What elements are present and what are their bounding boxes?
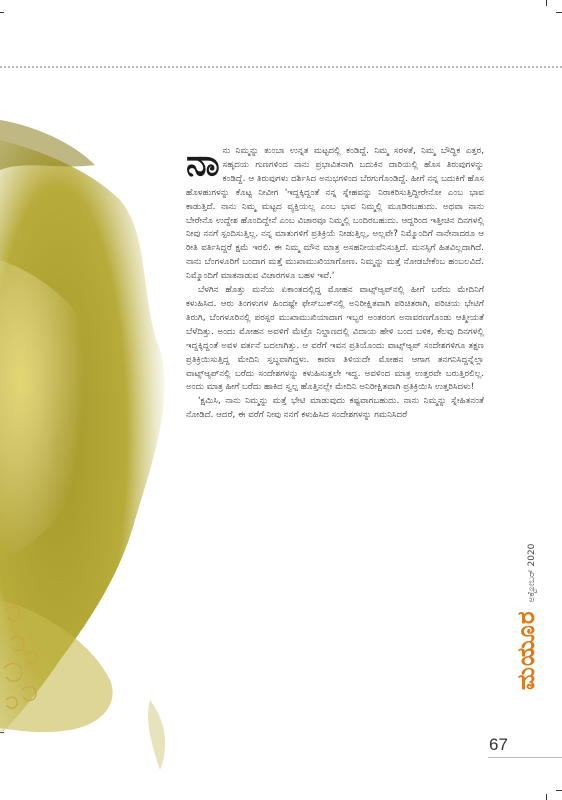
paragraph-text: ನು ನಿಮ್ಮನ್ನು ತುಂಬಾ ಉನ್ನತ ಮಟ್ಟದಲ್ಲಿ ಕಂಡಿದ್ದೆ. ನಿಮ್ಮ ಸರಳತೆ, ನಿಮ್ಮ ಬೌದ್ಧಿಕ ಎತ್ತರ, ಸಹೃದಯ ಗುಣಗಳಿಂದ ನಾನು ಪ್ರಭಾವಿತನಾಗಿ ಬದುಕಿನ ದಾರಿಯಲ್ಲಿ ಹೊಸ ತಿರುವುಗಳನ್ನು ಕಂಡಿದ್ದೆ. ಆ ತಿರುವುಗಳು ದರ್ಶಿಸಿದ ಅನುಭಗಳಿಂದ ಬೆರಗುಗೊಂಡಿದ್ದೆ. ಹೀಗೆ ನನ್ನ ಬದುಕಿಗೆ ಹೊಸ ಹೊಳಹುಗಳನ್ನು ಕೊಟ್ಟ ನೀವೀಗ 'ಇದ್ದಕ್ಕಿದ್ದಂತೆ ನನ್ನ ಸ್ನೇಹವನ್ನು ನಿರಾಕರಿಸುತ್ತಿದ್ದೀರೇನೋ ಎಂಬ ಭಾವ ಕಾಡುತ್ತಿದೆ. ನಾನು ನಿಮ್ಮ ಮಟ್ಟದ ವ್ಯಕ್ತಿಯಲ್ಲ ಎಂಬ ಭಾವ ನಿಮ್ಮಲ್ಲಿ ಮೂಡಿರಬಹುದು. ಅಥವಾ ನಾನು ಬೇರೇನೊ ಉದ್ದೇಶ ಹೊಂದಿದ್ದೇನೆ ಎಂಬ ವಿಚಾರವೂ ನಿಮ್ಮಲ್ಲಿ ಬಂದಿರಬಹುದು. ಆದ್ದರಿಂದ ಇತ್ತೀಚಿನ ದಿನಗಳಲ್ಲಿ ನೀವು ನನಗೆ ಸ್ಪಂದಿಸುತ್ತಿಲ್ಲ. ನನ್ನ ಮಾತುಗಳಿಗೆ ಪ್ರತಿಕ್ರಿಯೆ ನೀಡುತ್ತಿಲ್ಲ, ಅಲ್ಲವೇ? ನಿಮ್ಮೊಂದಿಗೆ ನಾನೇನಾದರೂ ಆ ರೀತಿ ವರ್ತಿಸಿದ್ದರೆ ಕ್ಷಮೆ ಇರಲಿ. ಈ ನಿಮ್ಮ ಮೌನ ಮಾತ್ರ ಅಸಹನೀಯವೆನಿಸುತ್ತಿದೆ. ಮನಸ್ಸಿಗೆ ಹಿತವಿಲ್ಲದಾಗಿದೆ. ನಾನು ಬೆಂಗಳೂರಿಗೆ ಬಂದಾಗ ಮತ್ತೆ ಮುಖಾಮುಖಿಯಾಗೋಣ. ನಿಮ್ಮನ್ನು ಮತ್ತೆ ನೋಡಬೇಕೆಂಬ ಹಂಬಲವಿದೆ. ನಿಮ್ಮೊಂದಿಗೆ ಮಾತನಾಡುವ ವಿಚಾರಗಳೂ ಬಹಳ ಇವೆ.' [186,146,484,282]
article-paragraph-3 [186,395,484,423]
paragraph-text: 'ಕ್ಷಮಿಸಿ, ನಾನು ನಿಮ್ಮನ್ನು ಮತ್ತೆ ಭೇಟಿ ಮಾಡುವುದು ಕಷ್ಟವಾಗಬಹುದು. ನಾನು ನಿಮ್ಮನ್ನು ಸ್ನೇಹಿತನಂತೆ ನೋಡಿದೆ. ಆದರೆ, ಈ ವರೆಗೆ ನೀವು ನನಗೆ ಕಳುಹಿಸಿದ ಸಂದೇಶಗಳನ್ನು ಗಮನಿಸಿದರೆ [186,396,484,421]
wash-bottom-streak [148,700,165,770]
drop-cap: ನಾ [186,140,220,184]
issue-date: ಅಕ್ಟೋಬರ್ 2020 [527,543,537,603]
article-paragraph-2 [186,284,484,395]
page-number-rule [488,757,562,758]
article-paragraph-1 [186,140,484,284]
paragraph-text: ಬೆಳಗಿನ ಹೊತ್ತು ಮನೆಯ ಏಕಾಂತದಲ್ಲಿದ್ದ ಮೋಹನ ವಾಟ್ಸ್‌ಆ್ಯಪ್‌ನಲ್ಲಿ ಹೀಗೆ ಬರೆದು ಮೇದಿನಿಗೆ ಕಳುಹಿಸಿದ. ಆರು ತಿಂಗಳುಗಳ ಹಿಂದಷ್ಟೇ ಫೇಸ್‌ಬುಕ್‌ನಲ್ಲಿ ಅನಿರೀಕ್ಷಿತವಾಗಿ ಪರಿಚಿತರಾಗಿ, ಪರಿಚಯ ಭೇಟಿಗೆ ತಿರುಗಿ, ಬೆಂಗಳೂರಿನಲ್ಲಿ ಪರಸ್ಪರ ಮುಖಾಮುಖಿಯಾದಾಗ ಇಬ್ಬರ ಅಂತರಂಗ ಅನಾವರಣಗೊಂಡು ಆತ್ಮೀಯತೆ ಬೆಳೆದಿತ್ತು. ಅಂದು ಮೋಹನ ಅವಳಿಗೆ ಮೆಟ್ರೊ ನಿಲ್ದಾಣದಲ್ಲಿ ವಿದಾಯ ಹೇಳಿ ಬಂದ ಬಳಿಕ, ಕೆಲವು ದಿನಗಳಲ್ಲಿ ಇದ್ದಕ್ಕಿದ್ದಂತೆ ಅವಳ ವರ್ತನೆ ಬದಲಾಗಿತ್ತು. ಆ ವರೆಗೆ ಇವನ ಪ್ರತಿಯೊಂದು ವಾಟ್ಸ್‌ಆ್ಯಪ್ ಸಂದೇಶಗಳಿಗೂ ತಕ್ಷಣ ಪ್ರತಿಕ್ರಿಯಿಸುತ್ತಿದ್ದ ಮೇದಿನಿ ಸ್ತಬ್ಧವಾಗಿದ್ದಳು. ಕಾರಣ ತಿಳಿಯದೇ ಮೋಹನ ಆಗಾಗ ತನಗನಿಸಿದ್ದನ್ನೆಲ್ಲಾ ವಾಟ್ಸ್‌ಆ್ಯಪ್‌ನಲ್ಲಿ ಬರೆದು ಸಂದೇಶಗಳನ್ನು ಕಳುಹಿಸುತ್ತಲೇ ಇದ್ದ. ಅವಳಿಂದ ಮಾತ್ರ ಉತ್ತರವೇ ಬರುತ್ತಿರಲಿಲ್ಲ. ಅಂದು ಮಾತ್ರ ಹೀಗೆ ಬರೆದು ಹಾಕಿದ ಸ್ವಲ್ಪ ಹೊತ್ತಿನಲ್ಲೇ ಮೇದಿನಿ ಅನಿರೀಕ್ಷಿತವಾಗಿ ಪ್ರತಿಕ್ರಿಯಿಸಿ ಉತ್ತರಿಸಿದಳು! [186,285,484,393]
wash-top-shade [0,120,95,170]
page-number: 67 [489,735,508,754]
article-body [186,140,484,423]
magazine-brand: ಮಯೂರ [512,610,540,690]
